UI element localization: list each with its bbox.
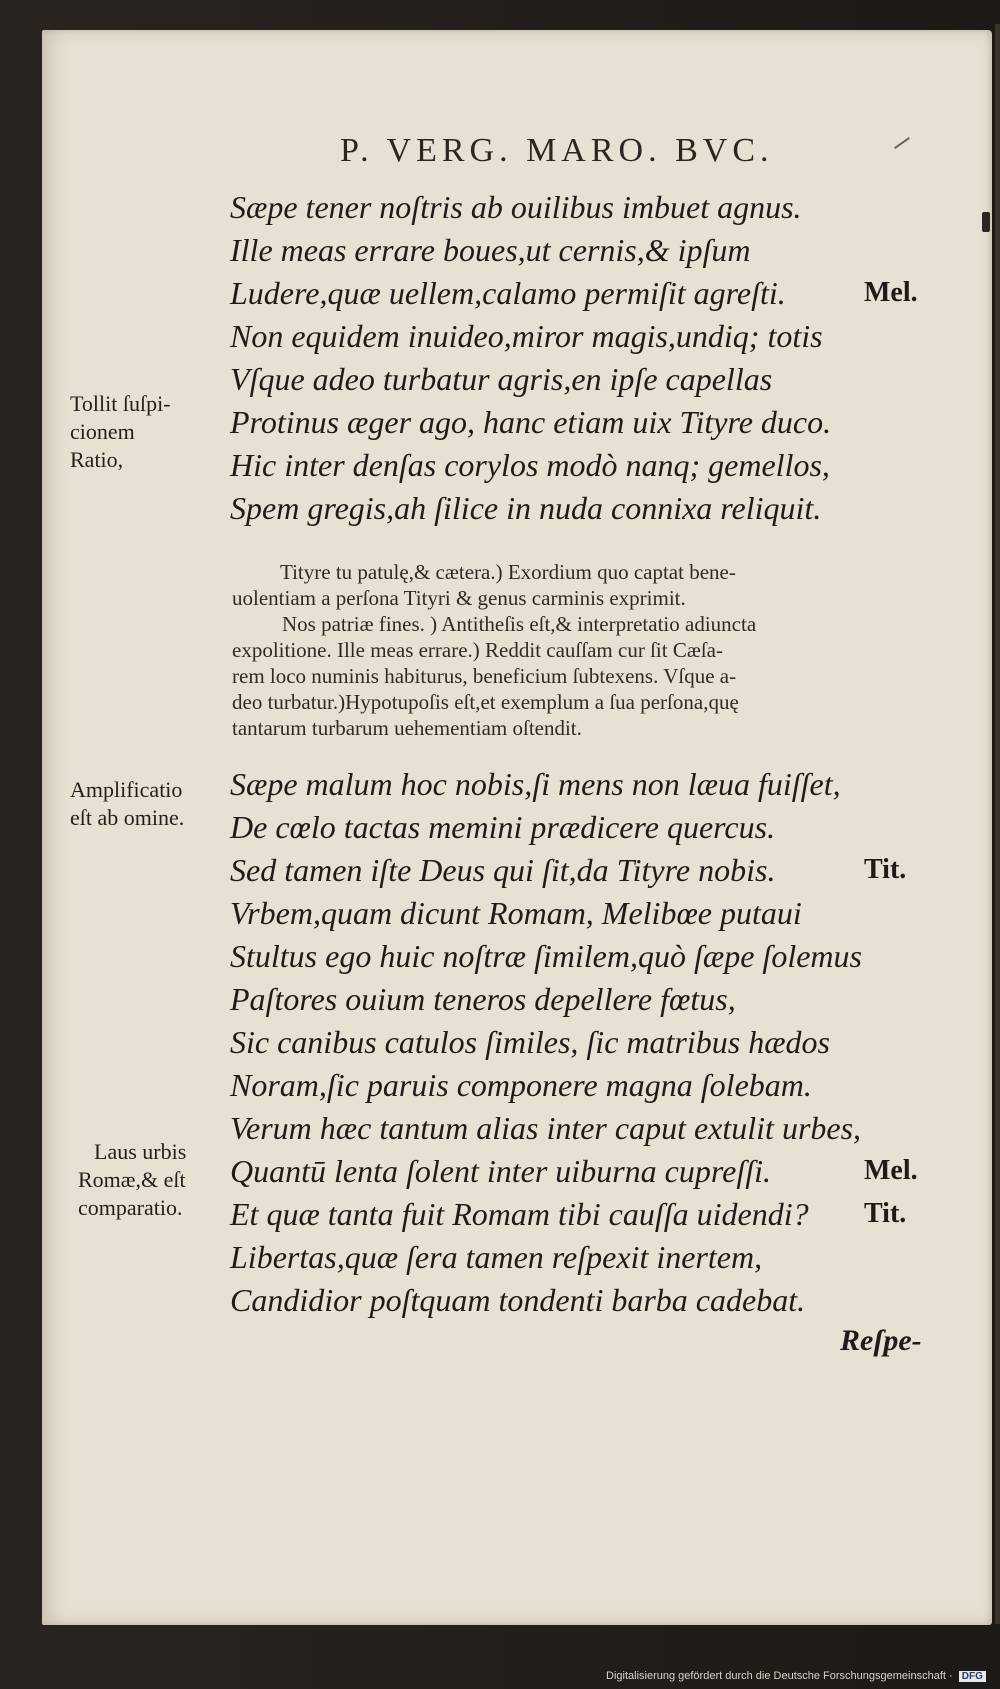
verse-line: Sed tamen iſte Deus qui ſit,da Tityre nobis. (230, 852, 776, 888)
margin-note-line: Laus urbis (94, 1139, 187, 1164)
speaker-label: Tit. (864, 854, 907, 885)
speaker-label: Mel. (864, 277, 918, 308)
verse-line: De cœlo tactas memini prædicere quercus. (230, 809, 776, 845)
verse-line: Verum hæc tantum alias inter caput extulit urbes, (230, 1110, 862, 1146)
page-edge-shadow (995, 24, 1000, 1624)
margin-note-line: Ratio, (70, 447, 124, 472)
commentary-line: rem loco numinis habiturus, beneficium ſubtexens. Vſque a- (232, 664, 737, 688)
digitization-credit (606, 1670, 986, 1682)
running-header: P. VERG. MARO. BVC. (340, 132, 774, 169)
margin-note-1 (70, 390, 171, 474)
catchword: Reſpe- (840, 1324, 922, 1357)
margin-note-line: cionem (70, 419, 135, 444)
margin-note-3 (78, 1138, 186, 1222)
verse-line: Sic canibus catulos ſimiles, ſic matribus hædos (230, 1024, 830, 1060)
commentary-line: expolitione. Ille meas errare.) Reddit cauſſam cur ſit Cæſa- (232, 638, 723, 662)
verse-line: Paſtores ouium teneros depellere fœtus, (230, 981, 736, 1017)
verse-line: Noram,ſic paruis componere magna ſolebam. (230, 1067, 812, 1103)
commentary-line: uolentiam a perſona Tityri & genus carminis exprimit. (232, 586, 686, 610)
verse-line: Sæpe tener noſtris ab ouilibus imbuet agnus. (230, 189, 802, 225)
dfg-logo: DFG (959, 1671, 986, 1682)
margin-note-line: Tollit ſuſpi- (70, 391, 171, 416)
verse-line: Libertas,quæ ſera tamen reſpexit inertem, (230, 1239, 763, 1275)
verse-line: Non equidem inuideo,miror magis,undiq; totis (230, 318, 823, 354)
commentary-line: tantarum turbarum uehementiam oſtendit. (232, 716, 582, 740)
margin-note-line: Amplificatio (70, 777, 183, 802)
verse-line: Sæpe malum hoc nobis,ſi mens non læua fuiſſet, (230, 766, 841, 802)
commentary-line: Tityre tu patulę,& cætera.) Exordium quo captat bene- (280, 560, 736, 584)
commentary-line: deo turbatur.)Hypotupoſis eſt,et exemplum a ſua perſona,quę (232, 690, 739, 714)
verse-line: Ludere,quæ uellem,calamo permiſit agreſti. (230, 275, 786, 311)
speaker-label: Tit. (864, 1198, 907, 1229)
margin-note-2 (70, 776, 184, 832)
verse-line: Et quæ tanta fuit Romam tibi cauſſa uidendi? (230, 1196, 809, 1232)
margin-mark (982, 212, 990, 232)
credit-text: Digitalisierung gefördert durch die Deutsche Forschungsgemeinschaft · (606, 1670, 953, 1682)
margin-note-line: Romæ,& eſt (78, 1167, 186, 1192)
margin-note-line: comparatio. (78, 1195, 183, 1220)
verse-line: Candidior poſtquam tondenti barba cadebat. (230, 1282, 806, 1318)
commentary-line: Nos patriæ fines. ) Antitheſis eſt,& interpretatio adiuncta (282, 612, 757, 636)
verse-line: Vſque adeo turbatur agris,en ipſe capellas (230, 361, 773, 397)
verse-line: Ille meas errare boues,ut cernis,& ipſum (230, 232, 751, 268)
verse-line: Quantū lenta ſolent inter uiburna cupreſſi. (230, 1153, 771, 1189)
verse-line: Stultus ego huic noſtræ ſimilem,quò ſæpe ſolemus (230, 938, 862, 974)
verse-line: Protinus æger ago, hanc etiam uix Tityre duco. (230, 404, 832, 440)
verse-line: Hic inter denſas corylos modò nanq; gemellos, (230, 447, 830, 483)
speaker-label: Mel. (864, 1155, 918, 1186)
margin-note-line: eſt ab omine. (70, 805, 185, 830)
verse-line: Vrbem,quam dicunt Romam, Melibœe putaui (230, 895, 802, 931)
verse-line: Spem gregis,ah ſilice in nuda connixa reliquit. (230, 490, 822, 526)
